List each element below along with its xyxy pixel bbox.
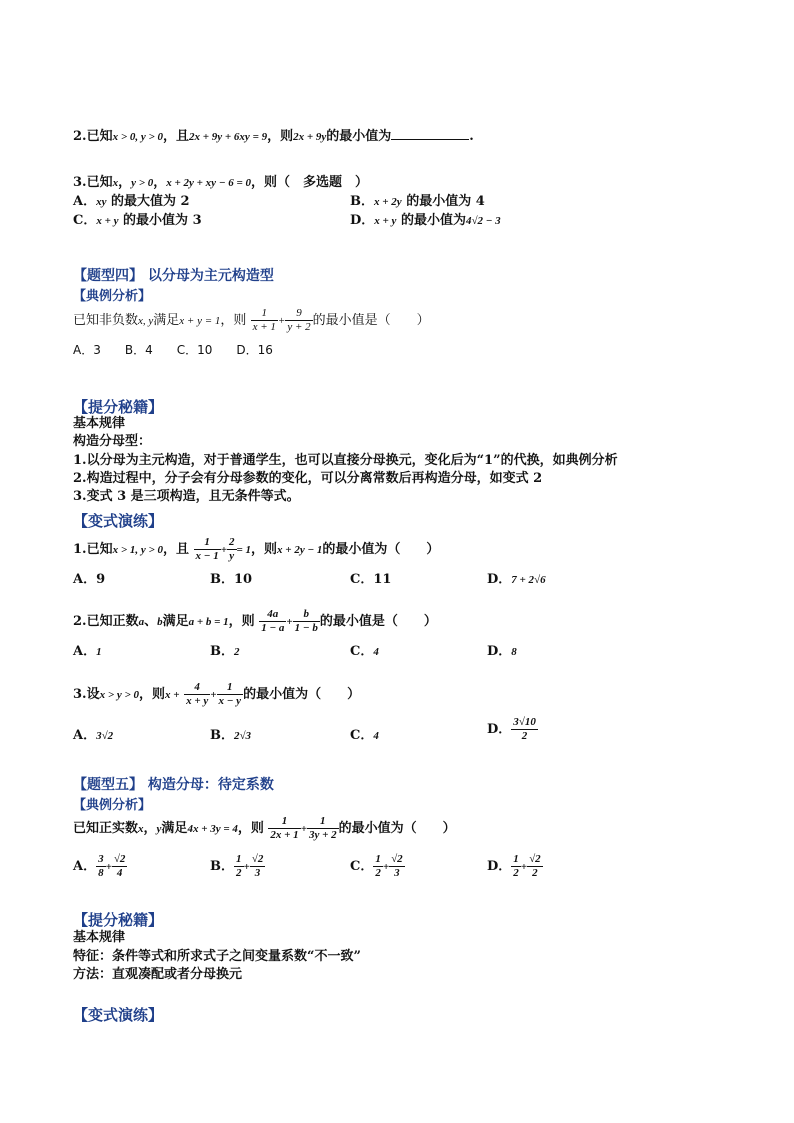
tips-line: 基本规律 <box>73 416 126 431</box>
v1-option-a[interactable]: A．9 <box>73 572 106 587</box>
q3-option-a[interactable]: A．xy 的最大值为 2 <box>73 194 190 209</box>
section-title-type4: 【题型四】 以分母为主元构造型 <box>73 268 274 284</box>
v2-option-b[interactable]: B．2 <box>210 644 240 659</box>
v2-option-d[interactable]: D．8 <box>487 644 517 659</box>
t5-option-d[interactable]: D． $\frac{1}{2}$ + $\frac{√2}{2}$ <box>487 853 541 879</box>
v1-option-b[interactable]: B．10 <box>210 572 253 587</box>
t5-option-b[interactable]: B． $\frac{1}{2}$ + $\frac{√2}{3}$ <box>210 853 264 879</box>
answer-blank[interactable] <box>391 127 469 140</box>
v1-option-c[interactable]: C．11 <box>350 572 392 587</box>
tips-line: 2.构造过程中，分子会有分母参数的变化，可以分离常数后再构造分母，如变式 2 <box>73 471 543 486</box>
tips-line: 基本规律 <box>73 930 126 945</box>
variation-1-question: 1.已知x > 1, y > 0，且 $\frac{1}{x - 1}$ + $\frac{2}{y}$ = 1，则x + 2y − 1的最小值为（ ） <box>73 536 440 562</box>
tips-heading: 【提分秘籍】 <box>73 398 164 416</box>
question-2: 2.已知x > 0, y > 0，且2x + 9y + 6xy = 9，则2x + 9y的最小值为 . <box>73 129 474 144</box>
v3-option-c[interactable]: C．4 <box>350 728 379 743</box>
tips-line: 方法：直观凑配或者分母换元 <box>73 967 243 982</box>
variation-heading: 【变式演练】 <box>73 1006 164 1024</box>
q3-option-d[interactable]: D．x + y 的最小值为4√2 − 3 <box>350 213 501 228</box>
t5-option-c[interactable]: C． $\frac{1}{2}$ + $\frac{√2}{3}$ <box>350 853 403 879</box>
v3-option-d[interactable]: D． $\frac{3√10}{2}$ <box>487 716 536 742</box>
v1-option-d[interactable]: D．7 + 2√6 <box>487 572 546 587</box>
example-analysis-heading: 【典例分析】 <box>73 798 152 813</box>
v2-option-a[interactable]: A．1 <box>73 644 102 659</box>
v3-option-b[interactable]: B．2√3 <box>210 728 252 743</box>
q3-option-c[interactable]: C．x + y 的最小值为 3 <box>73 213 202 228</box>
t5-option-a[interactable]: A． $\frac{3}{8}$ + $\frac{√2}{4}$ <box>73 853 126 879</box>
type5-example: 已知正实数x，y满足4x + 3y = 4，则 $\frac{1}{2x + 1}$ + $\frac{1}{3y + 2}$ 的最小值为（ ） <box>73 815 456 841</box>
q3-option-b[interactable]: B．x + 2y 的最小值为 4 <box>350 194 485 209</box>
tips-line: 特征：条件等式和所求式子之间变量系数“不一致” <box>73 949 361 964</box>
v3-option-a[interactable]: A．3√2 <box>73 728 114 743</box>
tips-line: 构造分母型： <box>73 434 152 449</box>
section-title-type5: 【题型五】 构造分母：待定系数 <box>73 777 274 793</box>
question-3: 3.已知x，y > 0，x + 2y + xy − 6 = 0，则（ 多选题 ） <box>73 175 369 190</box>
example-analysis-heading: 【典例分析】 <box>73 289 152 304</box>
variation-heading: 【变式演练】 <box>73 512 164 530</box>
tips-line: 3.变式 3 是三项构造，且无条件等式。 <box>73 489 300 504</box>
type4-choices[interactable]: A．3 B．4 C．10 D．16 <box>73 343 273 357</box>
variation-2-question: 2.已知正数a、b满足a + b = 1，则 $\frac{4a}{1 - a}$ + $\frac{b}{1 - b}$ 的最小值是（ ） <box>73 608 437 634</box>
variation-3-question: 3.设x > y > 0，则x + $\frac{4}{x + y}$ + $\frac{1}{x - y}$ 的最小值为（ ） <box>73 681 361 707</box>
tips-line: 1.以分母为主元构造，对于普通学生，也可以直接分母换元，变化后为“1”的代换，如典例分析 <box>73 453 618 468</box>
tips-heading: 【提分秘籍】 <box>73 911 164 929</box>
v2-option-c[interactable]: C．4 <box>350 644 379 659</box>
type4-example: 已知非负数x, y满足x + y = 1，则 $\frac{1}{x + 1}$ + $\frac{9}{y + 2}$ 的最小值是（ ） <box>73 307 430 333</box>
